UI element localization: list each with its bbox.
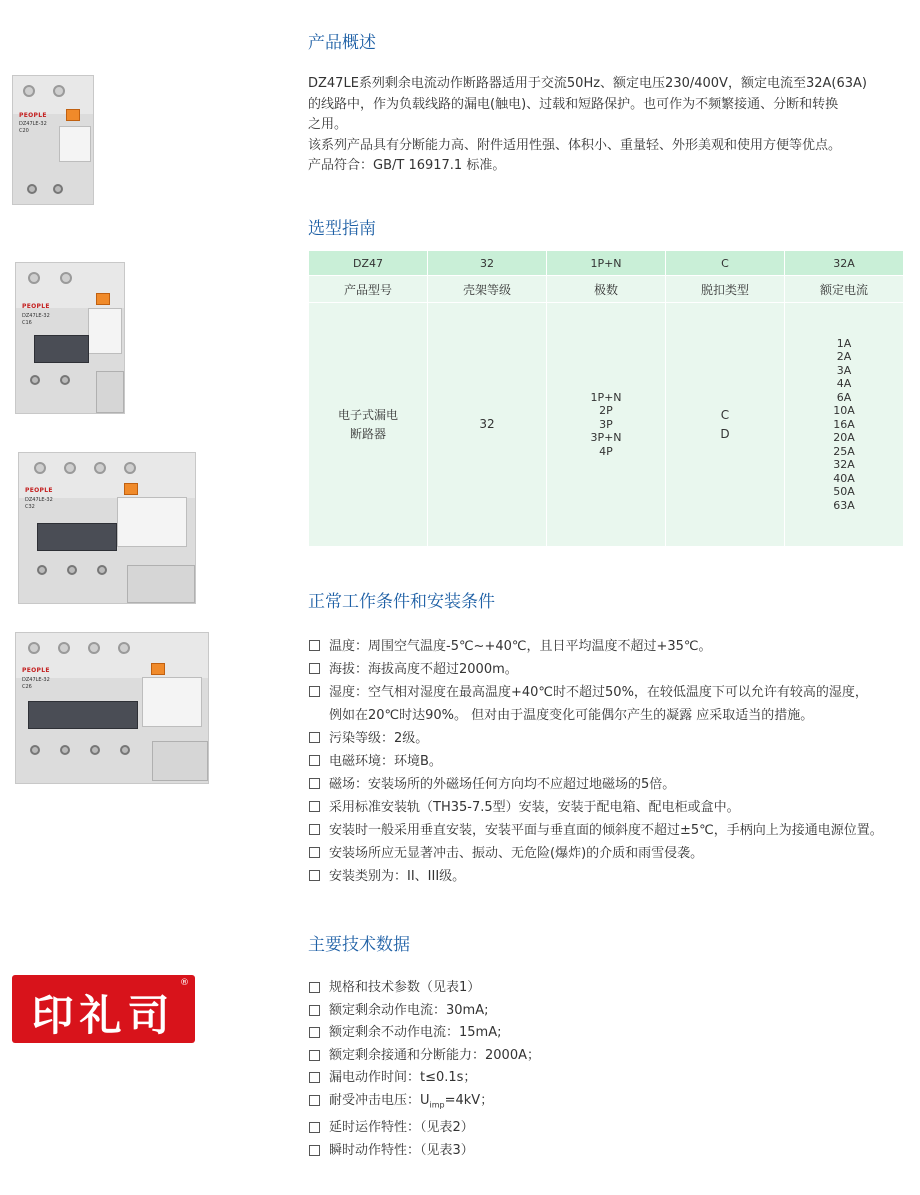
impulse-suffix: =4kV； bbox=[444, 1092, 494, 1108]
header-poles: 极数 bbox=[547, 276, 666, 303]
list-item bbox=[308, 750, 883, 773]
bottom-terminal bbox=[60, 745, 70, 755]
operating-handle[interactable] bbox=[28, 701, 138, 729]
list-item bbox=[308, 681, 883, 727]
value-current bbox=[785, 303, 904, 547]
product-brand: PEOPLE bbox=[19, 112, 47, 119]
terminal-screw bbox=[58, 642, 70, 654]
product-image-2p bbox=[15, 262, 125, 414]
condition-text-continued: 例如在20℃时达90%。 但对由于温度变化可能偶尔产生的凝露 应采取适当的措施。 bbox=[329, 708, 814, 723]
checkbox-icon bbox=[309, 1005, 320, 1016]
list-item bbox=[308, 842, 883, 865]
checkbox-icon bbox=[309, 640, 320, 651]
overview-line: 之用。 bbox=[308, 117, 348, 132]
checkbox-icon bbox=[309, 824, 320, 835]
product-diagram-label bbox=[142, 677, 202, 727]
list-item bbox=[308, 727, 883, 750]
product-image-1p-n bbox=[12, 75, 94, 205]
terminal-screw bbox=[124, 462, 136, 474]
condition-text: 磁场：安装场所的外磁场任何方向均不应超过地磁场的5倍。 bbox=[329, 777, 676, 792]
condition-text: 安装类别为：II、III级。 bbox=[329, 869, 466, 884]
registered-mark: ® bbox=[180, 978, 189, 988]
trip-option: C bbox=[720, 407, 730, 422]
condition-text: 安装场所应无显著冲击、振动、无危险(爆炸)的介质和雨雪侵袭。 bbox=[329, 846, 704, 861]
pole-option: 3P+N bbox=[590, 431, 622, 445]
impulse-subscript: imp bbox=[429, 1100, 445, 1110]
current-option: 1A bbox=[836, 336, 852, 350]
test-button[interactable] bbox=[151, 663, 165, 675]
list-item bbox=[308, 1140, 540, 1163]
overview-line: DZ47LE系列剩余电流动作断路器适用于交流50Hz、额定电压230/400V，额定电流至32A(63A) bbox=[308, 76, 867, 91]
header-model: 产品型号 bbox=[309, 276, 428, 303]
checkbox-icon bbox=[309, 663, 320, 674]
product-model: DZ47LE-32 bbox=[22, 677, 50, 683]
terminal-screw bbox=[60, 272, 72, 284]
product-diagram-label bbox=[117, 497, 187, 547]
bottom-terminal bbox=[37, 565, 47, 575]
product-model: DZ47LE-32 bbox=[25, 497, 53, 503]
overview-line: 的线路中，作为负载线路的漏电(触电)、过载和短路保护。也可作为不频繁接通、分断和转换 bbox=[308, 96, 839, 112]
bottom-terminal bbox=[120, 745, 130, 755]
pole-option: 4P bbox=[599, 444, 613, 458]
product-brand: PEOPLE bbox=[25, 487, 53, 494]
list-item bbox=[308, 819, 883, 842]
checkbox-icon bbox=[309, 1072, 320, 1083]
technical-text: 额定剩余不动作电流：15mA; bbox=[329, 1025, 502, 1041]
technical-title: 主要技术数据 bbox=[308, 935, 410, 955]
condition-text: 采用标准安装轨（TH35-7.5型）安装，安装于配电箱、配电柜或盒中。 bbox=[329, 800, 740, 815]
pole-option: 1P+N bbox=[590, 390, 622, 404]
test-button[interactable] bbox=[66, 109, 80, 121]
list-item bbox=[308, 773, 883, 796]
code-cell-poles: 1P+N bbox=[547, 251, 666, 276]
product-brand: PEOPLE bbox=[22, 303, 50, 310]
value-trip bbox=[666, 303, 785, 547]
current-option: 63A bbox=[833, 498, 855, 512]
technical-list bbox=[308, 977, 540, 1162]
product-diagram-label bbox=[88, 308, 122, 354]
table-row-names bbox=[309, 276, 904, 303]
product-rating: C32 bbox=[25, 504, 35, 510]
bottom-terminal bbox=[60, 375, 70, 385]
technical-text: 规格和技术参数（见表1） bbox=[329, 980, 481, 995]
trip-option: D bbox=[720, 426, 730, 441]
current-option: 6A bbox=[836, 390, 852, 404]
checkbox-icon bbox=[309, 847, 320, 858]
condition-text: 安装时一般采用垂直安装，安装平面与垂直面的倾斜度不超过±5℃，手柄向上为接通电源位置。 bbox=[329, 823, 883, 838]
current-option: 10A bbox=[833, 404, 855, 418]
value-model-line: 电子式漏电 bbox=[337, 407, 398, 422]
condition-text: 海拔：海拔高度不超过2000m。 bbox=[329, 662, 518, 677]
selection-title: 选型指南 bbox=[308, 219, 376, 239]
current-option: 20A bbox=[833, 431, 855, 445]
condition-text: 湿度：空气相对湿度在最高温度+40℃时不超过50%，在较低温度下可以允许有较高的湿度， bbox=[329, 685, 868, 700]
terminal-screw bbox=[28, 642, 40, 654]
terminal-block bbox=[127, 565, 195, 603]
technical-text: 漏电动作时间：t≤0.1s； bbox=[329, 1070, 477, 1086]
bottom-terminal bbox=[97, 565, 107, 575]
header-current: 额定电流 bbox=[785, 276, 904, 303]
terminal-screw bbox=[23, 85, 35, 97]
checkbox-icon bbox=[309, 870, 320, 881]
bottom-terminal bbox=[30, 375, 40, 385]
terminal-screw bbox=[34, 462, 46, 474]
checkbox-icon bbox=[309, 732, 320, 743]
list-item bbox=[308, 658, 883, 681]
list-item bbox=[308, 1045, 540, 1068]
technical-text: 延时运作特性：（见表2） bbox=[329, 1120, 474, 1136]
list-item bbox=[308, 1000, 540, 1023]
code-cell-trip: C bbox=[666, 251, 785, 276]
product-rating: C16 bbox=[22, 320, 32, 326]
overview-title: 产品概述 bbox=[308, 33, 376, 53]
terminal-screw bbox=[53, 85, 65, 97]
product-diagram-label bbox=[59, 126, 91, 162]
company-seal-logo bbox=[12, 975, 195, 1043]
terminal-screw bbox=[28, 272, 40, 284]
bottom-terminal bbox=[27, 184, 37, 194]
conditions-list bbox=[308, 635, 883, 888]
product-rating: C26 bbox=[22, 684, 32, 690]
impulse-prefix: 耐受冲击电压：U bbox=[329, 1092, 430, 1108]
checkbox-icon bbox=[309, 1122, 320, 1133]
list-item bbox=[308, 1022, 540, 1045]
list-item bbox=[308, 1067, 540, 1090]
terminal-screw bbox=[64, 462, 76, 474]
list-item bbox=[308, 635, 883, 658]
terminal-screw bbox=[88, 642, 100, 654]
terminal-block bbox=[96, 371, 124, 413]
technical-text: 额定剩余动作电流：30mA; bbox=[329, 1002, 489, 1018]
terminal-screw bbox=[94, 462, 106, 474]
bottom-terminal bbox=[30, 745, 40, 755]
product-model: DZ47LE-32 bbox=[22, 313, 50, 319]
operating-handle[interactable] bbox=[37, 523, 117, 551]
bottom-terminal bbox=[53, 184, 63, 194]
checkbox-icon bbox=[309, 686, 320, 697]
code-cell-current: 32A bbox=[785, 251, 904, 276]
header-trip: 脱扣类型 bbox=[666, 276, 785, 303]
table-row-codes bbox=[309, 251, 904, 276]
checkbox-icon bbox=[309, 1027, 320, 1038]
current-option: 4A bbox=[836, 377, 852, 391]
value-frame: 32 bbox=[428, 303, 547, 547]
terminal-block bbox=[152, 741, 208, 781]
current-option: 25A bbox=[833, 444, 855, 458]
operating-handle[interactable] bbox=[34, 335, 89, 363]
checkbox-icon bbox=[309, 1145, 320, 1156]
seal-text: 印礼司 bbox=[31, 991, 176, 1040]
condition-text: 电磁环境：环境B。 bbox=[329, 754, 442, 769]
bottom-terminal bbox=[90, 745, 100, 755]
header-frame: 壳架等级 bbox=[428, 276, 547, 303]
product-model: DZ47LE-32 bbox=[19, 121, 47, 127]
bottom-terminal bbox=[67, 565, 77, 575]
overview-text bbox=[308, 74, 908, 177]
product-brand: PEOPLE bbox=[22, 667, 50, 674]
condition-text: 温度：周围空气温度-5℃~+40℃，且日平均温度不超过+35℃。 bbox=[329, 639, 712, 654]
checkbox-icon bbox=[309, 801, 320, 812]
checkbox-icon bbox=[309, 1095, 320, 1106]
pole-option: 3P bbox=[599, 417, 613, 431]
checkbox-icon bbox=[309, 755, 320, 766]
product-image-3p-n bbox=[18, 452, 196, 604]
technical-text: 额定剩余接通和分断能力：2000A； bbox=[329, 1047, 540, 1063]
checkbox-icon bbox=[309, 778, 320, 789]
current-option: 40A bbox=[833, 471, 855, 485]
value-poles bbox=[547, 303, 666, 547]
test-button[interactable] bbox=[124, 483, 138, 495]
product-rating: C20 bbox=[19, 128, 29, 134]
current-option: 16A bbox=[833, 417, 855, 431]
list-item bbox=[308, 796, 883, 819]
overview-line: 该系列产品具有分断能力高、附件适用性强、体积小、重量轻、外形美观和使用方便等优点。 bbox=[308, 137, 842, 153]
current-option: 32A bbox=[833, 458, 855, 472]
list-item bbox=[308, 1090, 540, 1117]
code-cell-frame: 32 bbox=[428, 251, 547, 276]
list-item bbox=[308, 865, 883, 888]
pole-option: 2P bbox=[599, 404, 613, 418]
product-image-4p bbox=[15, 632, 209, 784]
test-button[interactable] bbox=[96, 293, 110, 305]
table-row-values bbox=[309, 303, 904, 547]
terminal-screw bbox=[118, 642, 130, 654]
condition-text: 污染等级：2级。 bbox=[329, 731, 429, 746]
current-option: 50A bbox=[833, 485, 855, 499]
checkbox-icon bbox=[309, 1050, 320, 1061]
value-model-line: 断路器 bbox=[349, 426, 386, 441]
list-item bbox=[308, 1117, 540, 1140]
list-item bbox=[308, 977, 540, 1000]
selection-table bbox=[308, 250, 904, 547]
overview-line: 产品符合：GB/T 16917.1 标准。 bbox=[308, 158, 506, 173]
checkbox-icon bbox=[309, 982, 320, 993]
technical-text: 瞬时动作特性：（见表3） bbox=[329, 1142, 474, 1158]
current-option: 3A bbox=[836, 363, 852, 377]
value-model bbox=[309, 303, 428, 547]
code-cell-model: DZ47 bbox=[309, 251, 428, 276]
current-option: 2A bbox=[836, 350, 852, 364]
conditions-title: 正常工作条件和安装条件 bbox=[308, 592, 495, 612]
